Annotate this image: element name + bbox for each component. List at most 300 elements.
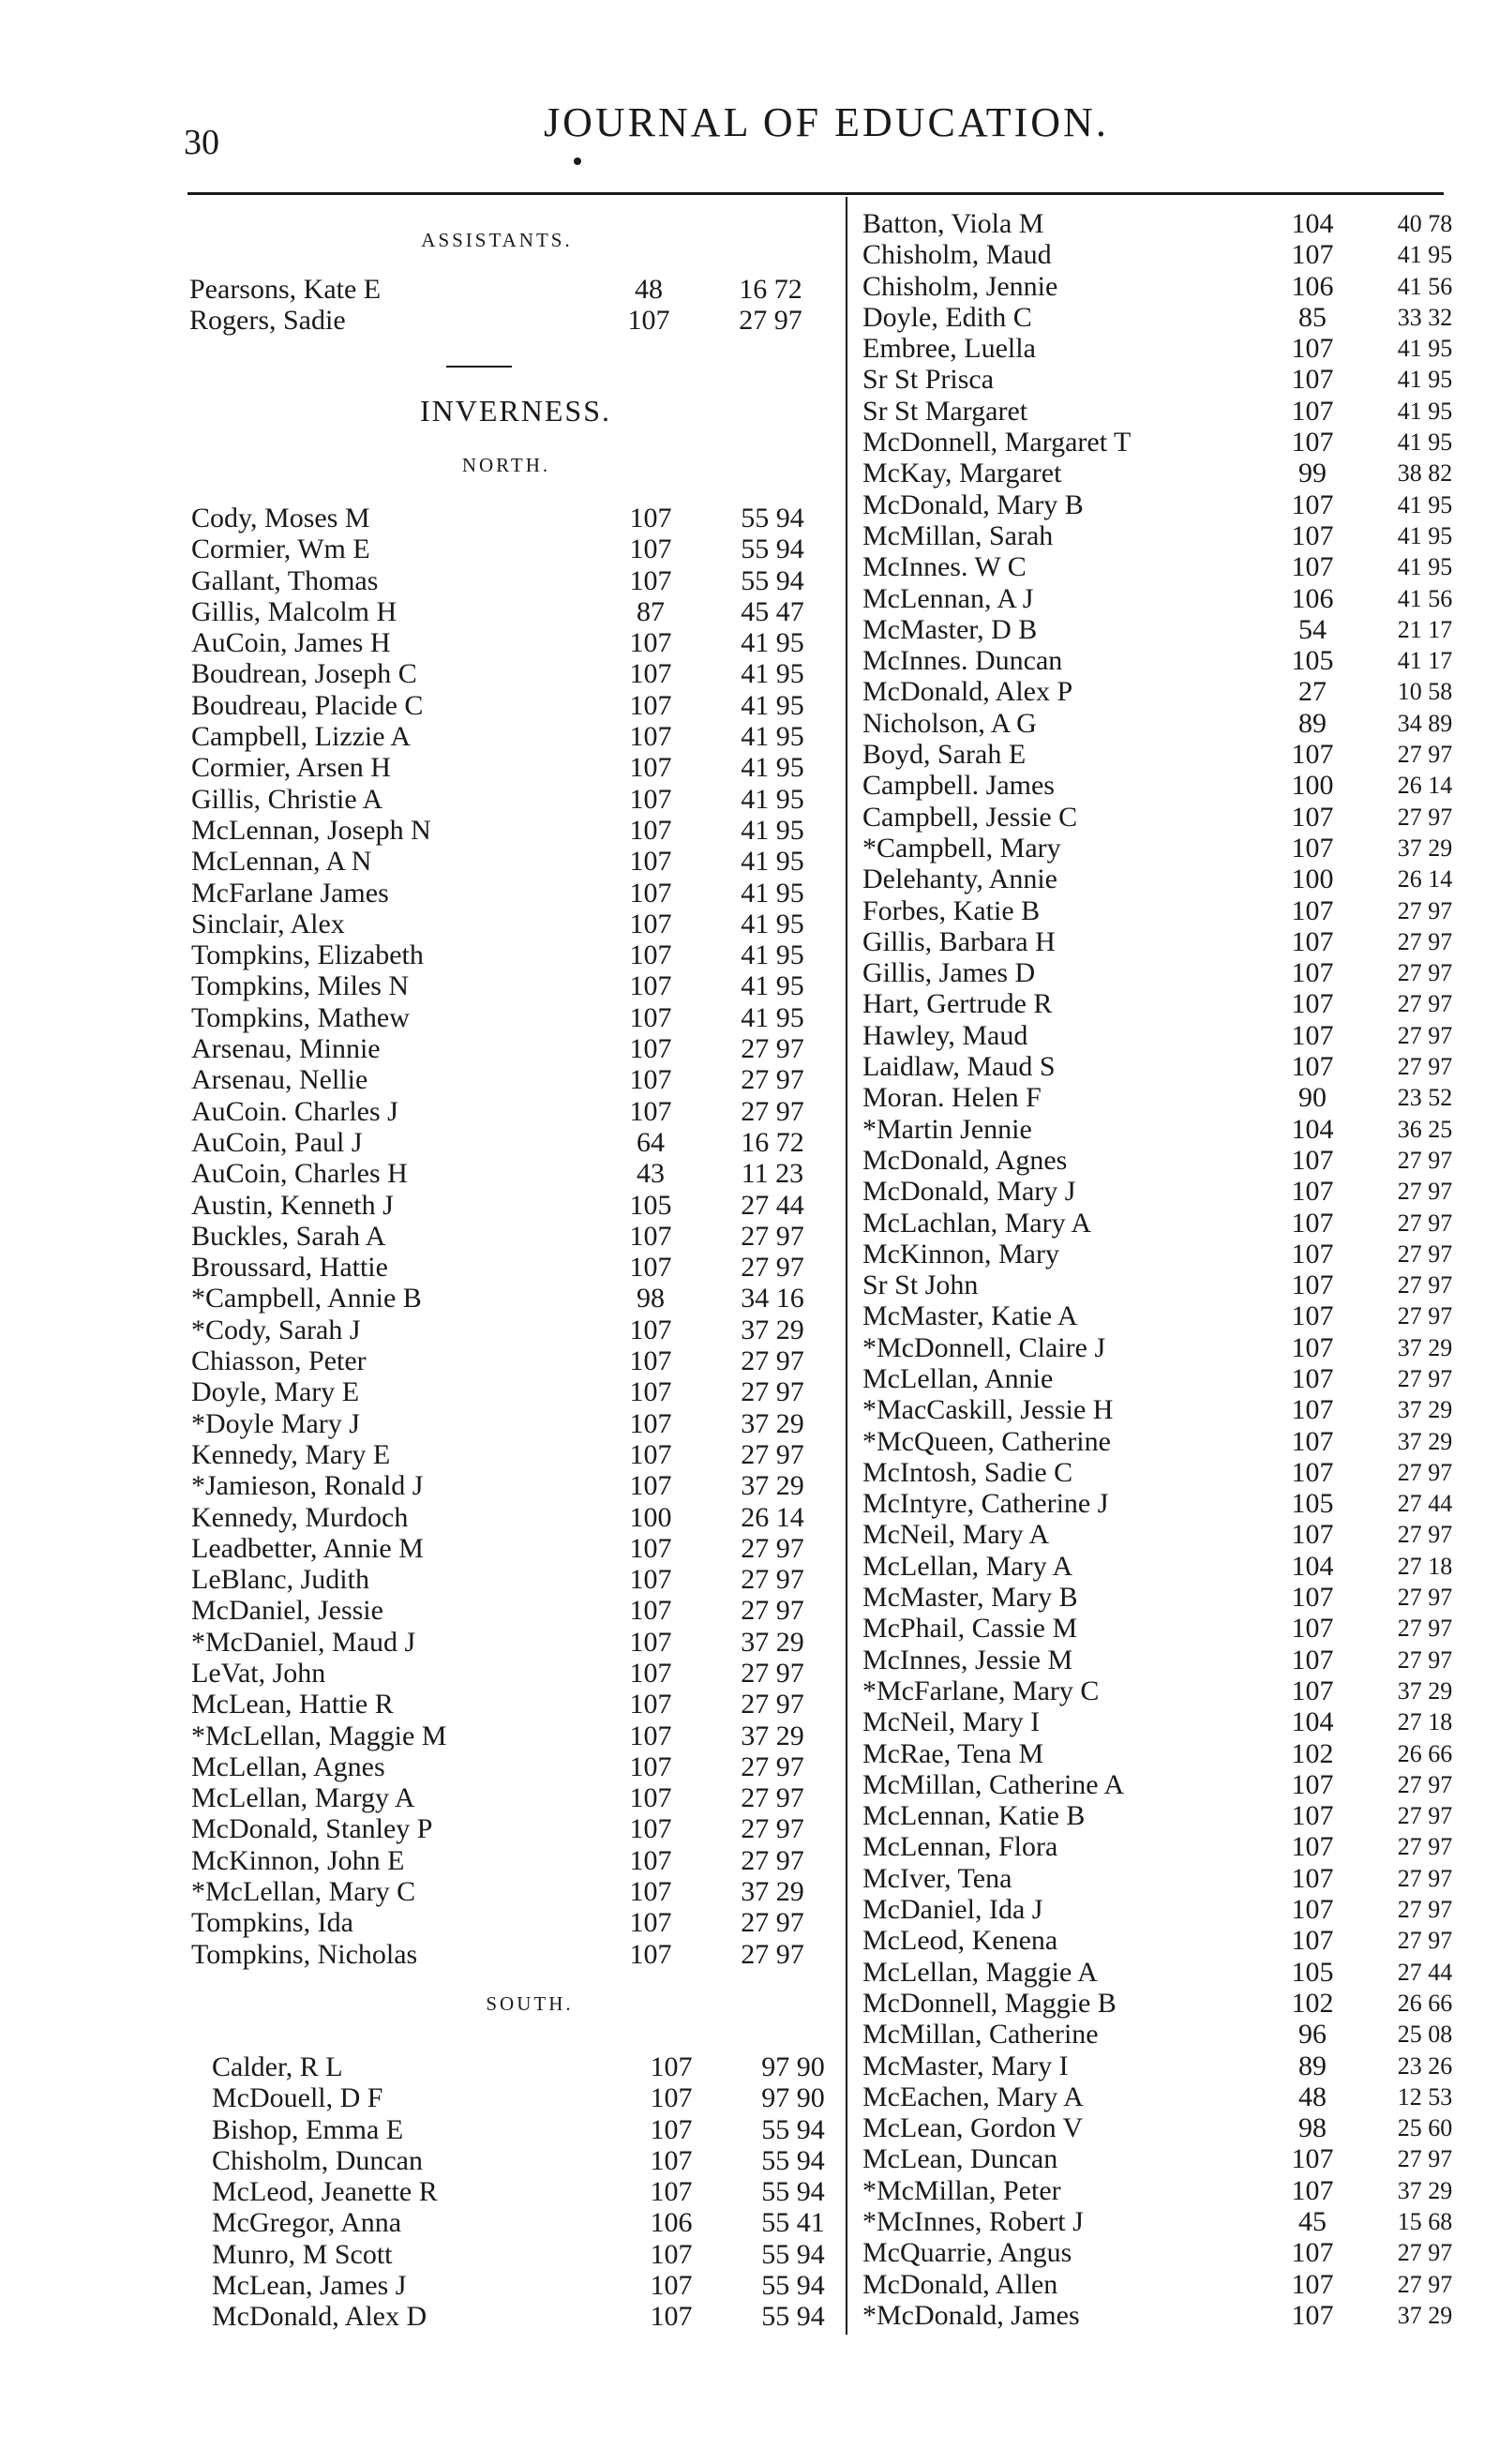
days-taught: 107 [629,658,672,690]
grant-amount: 11 23 [741,1158,804,1190]
table-row [862,396,1491,427]
table-row [862,645,1491,676]
days-taught: 107 [629,1626,672,1658]
days-taught: 107 [629,1564,672,1596]
table-row [862,208,1491,239]
teacher-name: McDaniel, Jessie [191,1595,383,1627]
grant-amount: 37 29 [741,1626,804,1658]
teacher-name: Tompkins, Nicholas [191,1938,418,1970]
teacher-name: McPhail, Cassie M [862,1613,1078,1645]
days-taught: 43 [637,1158,665,1190]
days-taught: 107 [1291,1331,1334,1363]
days-taught: 107 [1291,364,1334,396]
days-taught: 107 [1291,1176,1334,1208]
days-taught: 87 [637,595,665,627]
table-row [191,596,838,627]
teacher-name: AuCoin, James H [191,627,391,659]
table-row [862,2112,1491,2143]
grant-amount: 27 97 [741,1376,804,1408]
grant-amount: 27 97 [741,1064,804,1096]
teacher-name: McMaster, Mary B [862,1582,1078,1614]
teacher-name: *McMillan, Peter [862,2174,1061,2206]
days-taught: 107 [1291,894,1334,926]
table-row [862,1925,1491,1956]
days-taught: 107 [629,1376,672,1408]
grant-amount: 41 95 [741,752,804,784]
table-row [191,846,838,877]
grant-amount: 27 97 [1397,1802,1453,1830]
days-taught: 54 [1298,613,1327,645]
grant-amount: 27 97 [1397,927,1453,955]
table-row [191,1345,838,1376]
days-taught: 107 [650,2051,693,2082]
days-taught: 107 [1291,395,1334,427]
days-taught: 104 [1291,1113,1334,1145]
grant-amount: 41 95 [1397,241,1453,269]
grant-amount: 41 95 [1397,428,1453,457]
teacher-name: McLean, Hattie R [191,1689,394,1720]
teacher-name: McInnes. W C [862,551,1027,583]
teacher-name: Boyd, Sarah E [862,739,1027,771]
table-row [862,614,1491,645]
north-heading: NORTH. [461,454,551,476]
grant-amount: 27 44 [1397,1490,1453,1518]
grant-amount: 55 94 [741,564,804,596]
teacher-name: McDonald, Agnes [862,1144,1068,1176]
table-row [862,2269,1491,2300]
teacher-name: Kennedy, Murdoch [191,1501,409,1533]
table-row [191,1439,838,1470]
teacher-name: Doyle, Edith C [862,301,1032,333]
teacher-name: *Cody, Sarah J [191,1314,361,1345]
table-row [862,364,1491,395]
grant-amount: 21 17 [1397,615,1453,643]
table-row [862,1208,1491,1239]
days-taught: 107 [629,1750,672,1782]
table-row [862,1613,1491,1644]
teacher-name: McLennan, A N [191,846,372,878]
days-taught: 107 [629,1033,672,1065]
grant-amount: 16 72 [741,1126,804,1158]
teacher-name: Hart, Gertrude R [862,988,1053,1020]
teacher-name: Gillis, James D [862,957,1036,989]
table-row [862,1551,1491,1582]
days-taught: 102 [1291,1737,1334,1769]
days-taught: 107 [629,814,672,846]
table-row [191,1252,838,1283]
grant-amount: 55 94 [761,2144,825,2176]
table-row [191,815,838,846]
table-row [191,1658,838,1689]
table-row [862,1051,1491,1082]
table-row [862,1270,1491,1300]
teacher-name: *McFarlane, Mary C [862,1675,1100,1706]
grant-amount: 27 97 [1397,741,1453,769]
grant-amount: 40 78 [1397,210,1453,237]
table-row [212,2082,840,2113]
page-number: 30 [184,123,219,162]
grant-amount: 55 94 [741,503,804,533]
teacher-name: McRae, Tena M [862,1737,1044,1769]
teacher-name: McLellan, Mary A [862,1550,1073,1582]
days-taught: 107 [650,2082,693,2114]
grant-amount: 97 90 [761,2082,825,2114]
teacher-name: McLeod, Kenena [862,1925,1058,1957]
days-taught: 64 [637,1126,665,1158]
teacher-name: *Jamieson, Ronald J [191,1470,424,1502]
days-taught: 98 [1298,2112,1327,2144]
days-taught: 107 [629,1470,672,1502]
teacher-name: Embree, Luella [862,333,1036,365]
grant-amount: 45 47 [741,595,804,627]
teacher-name: Nicholson, A G [862,707,1037,739]
grant-amount: 27 97 [1397,1146,1453,1174]
grant-amount: 27 97 [1397,1833,1453,1861]
north-list [191,503,838,1970]
table-row [862,1769,1491,1800]
days-taught: 107 [1291,1425,1334,1457]
grant-amount: 27 97 [739,305,802,337]
days-taught: 107 [650,2144,693,2176]
days-taught: 107 [1291,1238,1334,1270]
teacher-name: Austin, Kenneth J [191,1189,394,1221]
days-taught: 90 [1298,1082,1327,1114]
teacher-name: McDonald, Mary J [862,1176,1076,1208]
table-row [191,503,838,533]
teacher-name: AuCoin, Paul J [191,1126,363,1158]
teacher-name: *McLellan, Maggie M [191,1720,447,1751]
days-taught: 104 [1291,1550,1334,1582]
table-row [862,833,1491,864]
table-row [862,1082,1491,1113]
table-row [191,1470,838,1501]
days-taught: 107 [629,564,672,596]
days-taught: 107 [1291,1394,1334,1426]
table-row [191,690,838,721]
days-taught: 107 [1291,488,1334,520]
teacher-name: Calder, R L [212,2051,343,2082]
teacher-name: Doyle, Mary E [191,1376,360,1408]
teacher-name: Gillis, Malcolm H [191,595,397,627]
days-taught: 107 [1291,2174,1334,2206]
table-row [191,1408,838,1439]
grant-amount: 41 56 [1397,272,1453,300]
days-taught: 107 [1291,1675,1334,1706]
days-taught: 107 [629,533,672,565]
days-taught: 104 [1291,1706,1334,1738]
table-row [191,1627,838,1658]
grant-amount: 41 56 [1397,584,1453,612]
table-row [191,1720,838,1751]
teacher-name: Gillis, Christie A [191,783,383,815]
grant-amount: 37 29 [1397,2301,1453,2329]
days-taught: 105 [629,1189,672,1221]
days-taught: 107 [629,1314,672,1345]
table-row [862,2051,1491,2081]
days-taught: 107 [1291,957,1334,989]
days-taught: 107 [629,1220,672,1252]
grant-amount: 25 08 [1397,2021,1453,2049]
days-taught: 106 [650,2207,693,2239]
assistants-heading: ASSISTANTS. [421,229,573,251]
grant-amount: 41 95 [741,877,804,909]
grant-amount: 27 97 [1397,1364,1453,1392]
table-row [862,864,1491,894]
teacher-name: McMillan, Catherine A [862,1768,1125,1800]
table-row [862,1488,1491,1519]
teacher-name: Batton, Viola M [862,208,1044,239]
grant-amount: 41 95 [1397,521,1453,549]
table-row [862,551,1491,582]
days-taught: 107 [627,305,670,337]
days-taught: 107 [650,2301,693,2333]
days-taught: 27 [1298,676,1327,708]
days-taught: 107 [629,1938,672,1970]
grant-amount: 34 89 [1397,709,1453,737]
grant-amount: 27 97 [1397,1178,1453,1206]
grant-amount: 10 58 [1397,678,1453,706]
teacher-name: McIver, Tena [862,1862,1012,1894]
days-taught: 104 [1291,208,1334,239]
teacher-name: *Campbell, Mary [862,832,1061,864]
teacher-name: Arsenau, Minnie [191,1033,381,1065]
table-row [862,1332,1491,1363]
grant-amount: 27 44 [741,1189,804,1221]
grant-amount: 27 97 [1397,803,1453,831]
grant-amount: 25 60 [1397,2114,1453,2142]
days-taught: 107 [1291,1456,1334,1488]
days-taught: 107 [1291,1207,1334,1239]
teacher-name: McNeil, Mary I [862,1706,1041,1738]
grant-amount: 27 97 [741,1345,804,1377]
teacher-name: McIntyre, Catherine J [862,1488,1109,1520]
teacher-name: Boudreau, Placide C [191,689,424,721]
days-taught: 107 [650,2113,693,2145]
teacher-name: McLellan, Agnes [191,1750,385,1782]
grant-amount: 37 29 [741,1470,804,1502]
teacher-name: Chisholm, Maud [862,239,1052,271]
table-row [191,658,838,689]
table-row [191,1564,838,1595]
table-row [191,878,838,909]
grant-amount: 37 29 [741,1314,804,1345]
days-taught: 107 [629,1001,672,1033]
grant-amount: 27 97 [1397,1927,1453,1955]
table-row [191,565,838,596]
teacher-name: Chisholm, Duncan [212,2144,423,2176]
days-taught: 106 [1291,270,1334,302]
table-row [862,1738,1491,1769]
days-taught: 107 [1291,1800,1334,1832]
table-row [191,1064,838,1095]
table-row [191,1907,838,1938]
table-row [862,2019,1491,2050]
grant-amount: 12 53 [1397,2082,1453,2111]
days-taught: 107 [1291,427,1334,458]
table-row [862,2237,1491,2268]
grant-amount: 38 82 [1397,459,1453,488]
grant-amount: 27 97 [1397,1458,1453,1486]
teacher-name: *Doyle Mary J [191,1407,360,1439]
grant-amount: 27 97 [1397,1615,1453,1643]
grant-amount: 36 25 [1397,1115,1453,1143]
grant-amount: 27 97 [741,1564,804,1596]
days-taught: 107 [1291,1519,1334,1551]
teacher-name: McLeod, Jeanette R [212,2176,438,2208]
teacher-name: McIntosh, Sadie C [862,1456,1073,1488]
grant-amount: 41 95 [741,970,804,1002]
days-taught: 107 [1291,1362,1334,1394]
grant-amount: 27 97 [1397,2270,1453,2298]
table-row [191,1376,838,1407]
days-taught: 107 [629,1407,672,1439]
table-row [862,2206,1491,2237]
days-taught: 107 [629,1064,672,1096]
days-taught: 107 [629,1689,672,1720]
table-row [862,489,1491,520]
grant-amount: 41 95 [1397,553,1453,581]
table-row [191,1283,838,1314]
table-row [862,957,1491,988]
table-row [862,1519,1491,1550]
days-taught: 107 [1291,239,1334,271]
teacher-name: Campbell. James [862,770,1055,802]
table-row [862,676,1491,707]
teacher-name: McLean, Gordon V [862,2112,1084,2144]
days-taught: 107 [629,1438,672,1470]
grant-amount: 41 95 [741,908,804,939]
days-taught: 107 [1291,1644,1334,1675]
teacher-name: AuCoin, Charles H [191,1158,408,1190]
teacher-name: Tompkins, Ida [191,1907,353,1939]
teacher-name: McEachen, Mary A [862,2081,1084,2112]
teacher-name: McMillan, Catherine [862,2019,1099,2051]
days-taught: 107 [629,783,672,815]
table-row [862,1831,1491,1862]
grant-amount: 26 14 [1397,865,1453,894]
grant-amount: 55 41 [761,2207,825,2239]
teacher-name: Broussard, Hattie [191,1252,388,1284]
days-taught: 107 [650,2176,693,2208]
grant-amount: 27 97 [741,1907,804,1939]
grant-amount: 41 95 [1397,366,1453,394]
days-taught: 107 [629,1657,672,1689]
grant-amount: 27 97 [741,1220,804,1252]
teacher-name: McLellan, Maggie A [862,1956,1098,1988]
teacher-name: Tompkins, Elizabeth [191,939,424,971]
table-row [862,926,1491,957]
teacher-name: McFarlane James [191,877,389,909]
days-taught: 107 [1291,1270,1334,1301]
teacher-name: McNeil, Mary A [862,1519,1050,1551]
table-row [862,1020,1491,1051]
teacher-name: Sr St Prisca [862,364,995,396]
days-taught: 107 [629,846,672,878]
table-row [191,627,838,658]
teacher-name: McLellan, Annie [862,1362,1054,1394]
grant-amount: 41 95 [741,627,804,659]
table-row [212,2301,840,2332]
grant-amount: 27 97 [1397,1240,1453,1268]
teacher-name: Chisholm, Jennie [862,270,1058,302]
grant-amount: 26 66 [1397,1989,1453,2017]
days-taught: 85 [1298,301,1327,333]
grant-amount: 27 18 [1397,1552,1453,1580]
days-taught: 107 [629,1907,672,1939]
days-taught: 107 [1291,988,1334,1020]
grant-amount: 27 97 [1397,1584,1453,1612]
table-row [862,271,1491,302]
teacher-name: McLennan, Flora [862,1831,1058,1863]
teacher-name: McDaniel, Ida J [862,1894,1043,1926]
days-taught: 107 [629,721,672,753]
grant-amount: 27 97 [741,1844,804,1876]
grant-amount: 33 32 [1397,303,1453,331]
teacher-name: LeBlanc, Judith [191,1564,369,1596]
table-row [191,1876,838,1907]
teacher-name: McQuarrie, Angus [862,2237,1072,2269]
days-taught: 98 [637,1283,665,1315]
days-taught: 105 [1291,645,1334,677]
table-row [862,1176,1491,1207]
grant-amount: 23 52 [1397,1084,1453,1112]
table-row [212,2270,840,2301]
teacher-name: McKinnon, Mary [862,1238,1059,1270]
grant-amount: 41 17 [1397,647,1453,675]
days-taught: 107 [650,2238,693,2270]
days-taught: 107 [1291,551,1334,583]
grant-amount: 41 95 [741,814,804,846]
teacher-name: Campbell, Lizzie A [191,721,412,753]
teacher-name: Sinclair, Alex [191,908,345,939]
county-heading: INVERNESS. [419,394,611,428]
teacher-name: McDonald, Allen [862,2268,1058,2300]
days-taught: 107 [1291,1582,1334,1614]
days-taught: 107 [1291,832,1334,864]
table-row [191,752,838,783]
table-row [862,1675,1491,1706]
table-row [191,939,838,970]
grant-amount: 55 94 [761,2270,825,2302]
table-row [862,1394,1491,1425]
table-row [862,2143,1491,2174]
teacher-name: Sr St Margaret [862,395,1028,427]
teacher-name: McLellan, Margy A [191,1782,415,1814]
teacher-name: McKinnon, John E [191,1844,405,1876]
table-row [191,1127,838,1158]
teacher-name: Forbes, Katie B [862,894,1041,926]
grant-amount: 27 97 [741,1782,804,1814]
days-taught: 107 [629,1252,672,1284]
teacher-name: Boudrean, Joseph C [191,658,417,690]
grant-amount: 55 94 [761,2176,825,2208]
grant-amount: 27 97 [1397,2239,1453,2267]
teacher-name: McLean, James J [212,2270,407,2302]
grant-amount: 26 14 [741,1501,804,1533]
table-row [189,305,836,336]
table-row [191,909,838,939]
table-row [212,2239,840,2270]
grant-amount: 27 97 [741,1938,804,1970]
grant-amount: 37 29 [1397,1427,1453,1455]
table-row [862,2081,1491,2112]
running-head: JOURNAL OF EDUCATION. [544,99,1109,145]
table-row [862,1582,1491,1613]
teacher-name: Cormier, Wm E [191,533,370,565]
table-row [862,988,1491,1019]
days-taught: 107 [629,1813,672,1845]
grant-amount: 27 97 [1397,1864,1453,1892]
